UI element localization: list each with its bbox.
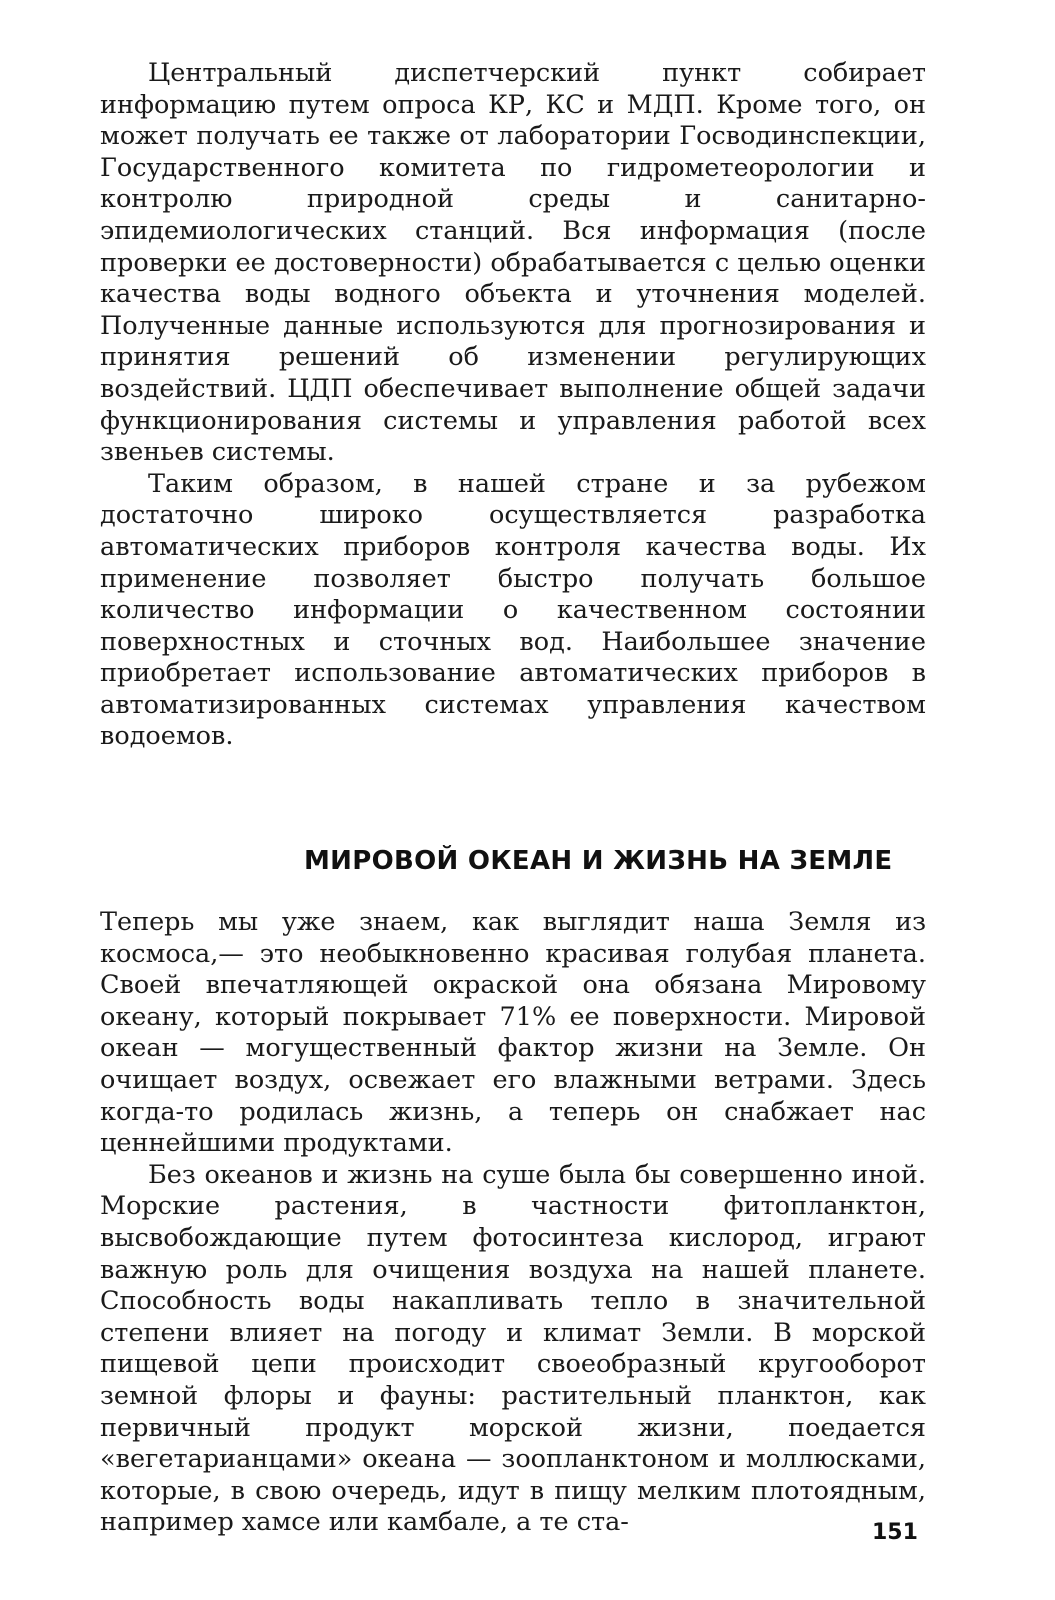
- page-number: 151: [872, 1520, 918, 1545]
- book-page: [100, 58, 926, 1539]
- paragraph-blue-planet: Теперь мы уже знаем, как выглядит наша Земля из космоса,— это необыкновенно красивая голубая планета. Своей впечатляющей окраской она обязана Мировому океану, который покрывает 71% ее поверхности. Мировой океан — могущественный фактор жизни на Земле. Он очищает воздух, освежает его влажными ветрами. Здесь когда-то родилась жизнь, а теперь он снабжает нас ценнейшими продуктами.: [100, 907, 926, 1159]
- paragraph-central-dispatch: Центральный диспетчерский пункт собирает информацию путем опроса КР, КС и МДП. Кроме того, он может получать ее также от лаборатории Госводинспекции, Государственного комитета по гидрометеорологии и контролю природной среды и санитарно-эпидемиологических станций. Вся информация (после проверки ее достоверности) обрабатывается с целью оценки качества воды водного объекта и уточнения моделей. Полученные данные используются для прогнозирования и принятия решений об изменении регулирующих воздействий. ЦДП обеспечивает выполнение общей задачи функционирования системы и управления работой всех звеньев системы.: [100, 58, 926, 468]
- paragraph-ocean-life: Без океанов и жизнь на суше была бы совершенно иной. Морские растения, в частности фитопланктон, высвобождающие путем фотосинтеза кислород, играют важную роль для очищения воздуха на нашей планете. Способность воды накапливать тепло в значительной степени влияет на погоду и климат Земли. В морской пищевой цепи происходит своеобразный кругооборот земной флоры и фауны: растительный планктон, как первичный продукт морской жизни, поедается «вегетарианцами» океана — зоопланктоном и моллюсками, которые, в свою очередь, идут в пищу мелким плотоядным, например хамсе или камбале, а те ста-: [100, 1159, 926, 1538]
- section-heading: МИРОВОЙ ОКЕАН И ЖИЗНЬ НА ЗЕМЛЕ: [304, 846, 893, 877]
- paragraph-automatic-devices: Таким образом, в нашей стране и за рубежом достаточно широко осуществляется разработка автоматических приборов контроля качества воды. Их применение позволяет быстро получать большое количество информации о качественном состоянии поверхностных и сточных вод. Наибольшее значение приобретает использование автоматических приборов в автоматизированных системах управления качеством водоемов.: [100, 468, 926, 752]
